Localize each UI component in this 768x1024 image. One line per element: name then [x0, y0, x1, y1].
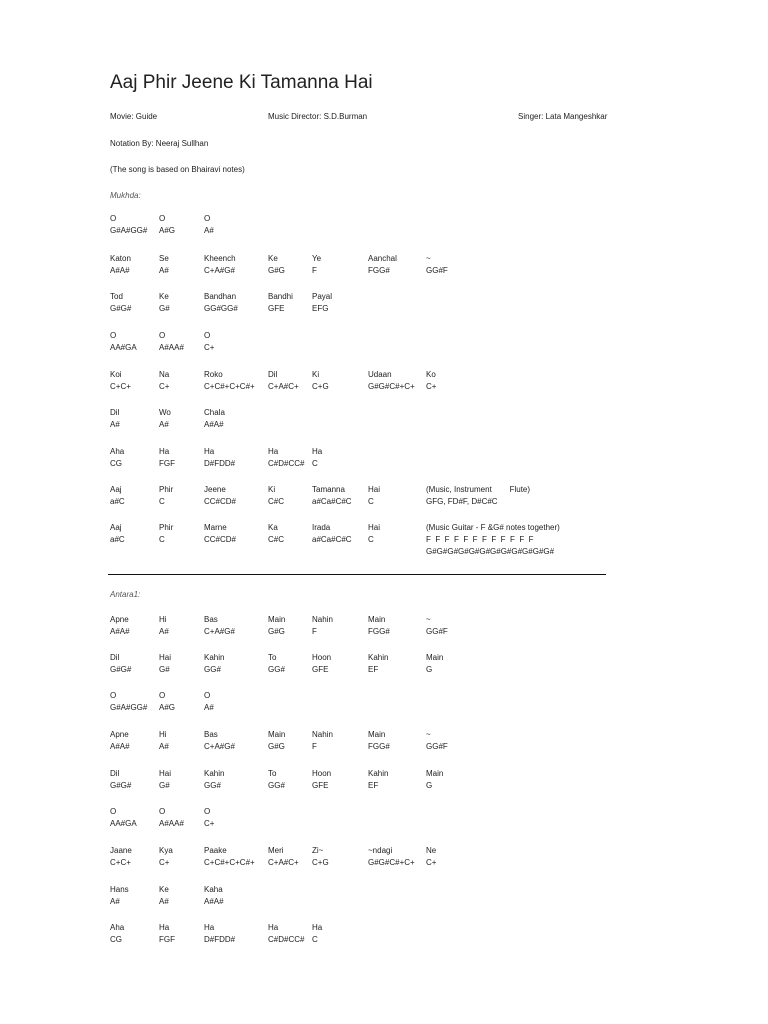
note-sequence: C: [312, 935, 318, 944]
note-sequence: FGF: [159, 459, 175, 468]
notation-cell: [368, 768, 388, 792]
lyric-word: Nahin: [312, 730, 333, 739]
notation-cell: [368, 522, 380, 546]
notation-by-label: Notation By: Neeraj Sullhan: [110, 139, 209, 148]
movie-label: Movie: Guide: [110, 112, 158, 121]
note-sequence: F: [312, 742, 317, 751]
note-sequence: D#FDD#: [204, 935, 236, 944]
lyric-word: Payal: [312, 292, 333, 301]
lyric-word: Se: [159, 254, 169, 263]
notation-cell: [110, 484, 125, 508]
lyric-word: Apne: [110, 615, 129, 624]
notation-cell: [268, 522, 284, 546]
note-sequence: C+C+: [110, 382, 131, 391]
note-sequence: GG#: [268, 665, 285, 674]
lyric-word: Meri: [268, 846, 284, 855]
notation-cell: [204, 806, 214, 830]
singer-label: Singer: Lata Mangeshkar: [518, 112, 608, 121]
note-sequence: GFG, FD#F, D#C#C: [426, 497, 498, 506]
lyric-word: Ha: [204, 447, 215, 456]
lyric-word: ~: [426, 730, 431, 739]
note-sequence: C+A#G#: [204, 742, 235, 751]
notation-cell: [110, 690, 147, 714]
notation-cell: [426, 845, 436, 869]
notation-cell: [159, 652, 171, 676]
note-sequence: G: [426, 665, 433, 674]
note-sequence: GFE: [312, 665, 329, 674]
lyric-word: Ye: [312, 254, 322, 263]
lyric-word: Aaj: [110, 485, 122, 494]
lyric-word: O: [110, 214, 117, 223]
note-sequence: AA#GA: [110, 819, 137, 828]
notation-cell: [204, 922, 235, 946]
notation-cell: [159, 922, 175, 946]
notation-cell: [426, 768, 443, 792]
lyric-word: To: [268, 769, 277, 778]
lyric-word: Jaane: [110, 846, 132, 855]
lyric-word: Kahin: [368, 769, 389, 778]
lyric-word: Aanchal: [368, 254, 397, 263]
note-sequence: C+C+: [110, 858, 131, 867]
note-sequence: C#D#CC#: [268, 935, 305, 944]
lyric-word: Ha: [204, 923, 215, 932]
lyric-word: Dil: [268, 370, 278, 379]
notation-cell: [204, 652, 224, 676]
lyric-word: Zi~: [312, 846, 324, 855]
note-sequence: CC#CD#: [204, 497, 237, 506]
lyric-word: Ha: [312, 447, 323, 456]
note-sequence: A#: [159, 897, 169, 906]
lyric-word: Na: [159, 370, 170, 379]
note-sequence: GG#F: [426, 266, 448, 275]
notation-cell: [110, 291, 131, 315]
notation-cell: [204, 884, 224, 908]
notation-cell: [204, 253, 236, 277]
note-sequence: AA#GA: [110, 343, 137, 352]
lyric-word: Hai: [368, 523, 381, 532]
note-sequence: C: [368, 497, 374, 506]
notation-cell: [426, 522, 560, 558]
note-sequence: A#: [110, 420, 120, 429]
note-sequence: EFG: [312, 304, 329, 313]
notation-cell: [268, 291, 293, 315]
note-sequence: F F F F F F F F F F F F: [426, 535, 534, 544]
note-sequence: G#G#C#+C+: [368, 382, 415, 391]
note-sequence: A#: [159, 627, 169, 636]
lyric-word: O: [204, 214, 211, 223]
notation-cell: [159, 806, 184, 830]
note-sequence: A#: [204, 703, 214, 712]
lyric-word: Kheench: [204, 254, 236, 263]
lyric-word: Ne: [426, 846, 437, 855]
note-sequence: A#AA#: [159, 819, 184, 828]
notation-cell: [159, 522, 173, 546]
lyric-word: Dil: [110, 653, 120, 662]
lyric-word: Kahin: [204, 769, 225, 778]
notation-cell: [110, 330, 137, 354]
note-sequence: A#AA#: [159, 343, 184, 352]
note-sequence: A#A#: [110, 742, 130, 751]
note-sequence: A#G: [159, 226, 176, 235]
lyric-word: O: [204, 331, 211, 340]
notation-cell: [159, 884, 169, 908]
lyric-word: Ki: [312, 370, 320, 379]
notation-cell: [268, 484, 284, 508]
notation-cell: [204, 845, 255, 869]
notation-cell: [159, 253, 169, 277]
lyric-word: Hai: [159, 653, 172, 662]
note-sequence: C+G: [312, 858, 329, 867]
notation-cell: [110, 922, 124, 946]
note-sequence: C: [159, 497, 165, 506]
note-sequence: G#G: [268, 266, 285, 275]
lyric-word: To: [268, 653, 277, 662]
lyric-word: Ha: [268, 923, 279, 932]
lyric-word: Main: [426, 653, 444, 662]
notation-cell: [312, 446, 322, 470]
notation-cell: [110, 522, 125, 546]
note-sequence: GG#: [204, 781, 221, 790]
lyric-word: Aha: [110, 447, 125, 456]
note-sequence: G#: [159, 304, 170, 313]
lyric-word: ~: [426, 254, 431, 263]
note-sequence: A#: [204, 226, 214, 235]
note-sequence: G#G#: [110, 781, 132, 790]
notation-cell: [368, 484, 380, 508]
notation-cell: [268, 768, 285, 792]
note-sequence: C+: [204, 343, 215, 352]
notation-cell: [368, 614, 390, 638]
lyric-word: Roko: [204, 370, 223, 379]
note-sequence: C: [312, 459, 318, 468]
notation-cell: [110, 213, 147, 237]
note-sequence: GG#: [268, 781, 285, 790]
lyric-word: Jeene: [204, 485, 226, 494]
notation-cell: [312, 484, 352, 508]
notation-cell: [110, 845, 132, 869]
note-sequence: C+: [159, 382, 170, 391]
lyric-word: Katon: [110, 254, 131, 263]
notation-cell: [159, 484, 173, 508]
note-sequence: A#: [159, 420, 169, 429]
lyric-word: Tamanna: [312, 485, 345, 494]
notation-cell: [368, 652, 388, 676]
lyric-word: Kaha: [204, 885, 223, 894]
note-sequence: EF: [368, 781, 379, 790]
lyric-word: O: [159, 214, 166, 223]
notation-cell: [110, 369, 131, 393]
note-sequence: GG#F: [426, 627, 448, 636]
note-sequence: C+A#C+: [268, 382, 299, 391]
notation-cell: [312, 369, 329, 393]
lyric-word: Nahin: [312, 615, 333, 624]
notation-cell: [204, 484, 236, 508]
note-sequence: FGG#: [368, 266, 390, 275]
notation-cell: [312, 253, 321, 277]
note-sequence: A#A#: [204, 420, 224, 429]
note-sequence: GFE: [268, 304, 285, 313]
notation-cell: [426, 652, 443, 676]
notation-cell: [426, 369, 436, 393]
notation-cell: [110, 253, 131, 277]
lyric-word: Hai: [368, 485, 381, 494]
lyric-word: ~: [426, 615, 431, 624]
note-sequence: A#G: [159, 703, 176, 712]
lyric-word: Hoon: [312, 653, 332, 662]
lyric-word: O: [204, 807, 211, 816]
notation-cell: [312, 614, 333, 638]
note-sequence: C+A#G#: [204, 627, 235, 636]
notation-cell: [159, 845, 173, 869]
note-sequence: FGG#: [368, 627, 390, 636]
lyric-word: Hai: [159, 769, 172, 778]
notation-cell: [110, 407, 120, 431]
note-sequence: a#C: [110, 497, 125, 506]
note-sequence: C#C: [268, 535, 285, 544]
note-sequence: a#Ca#C#C: [312, 497, 352, 506]
lyric-word: Hoon: [312, 769, 332, 778]
page-title: Aaj Phir Jeene Ki Tamanna Hai: [110, 72, 373, 93]
lyric-word: O: [204, 691, 211, 700]
section-mukhda: Mukhda:: [110, 191, 141, 200]
note-sequence: C+C#+C+C#+: [204, 382, 255, 391]
notation-cell: [159, 330, 184, 354]
note-sequence: A#A#: [110, 266, 130, 275]
note-sequence: C+G: [312, 382, 329, 391]
notation-cell: [268, 652, 285, 676]
lyric-word: Main: [268, 615, 286, 624]
notation-cell: [312, 652, 331, 676]
note-sequence: A#A#: [110, 627, 130, 636]
notation-cell: [268, 253, 285, 277]
note-sequence: G#A#GG#: [110, 703, 148, 712]
note-sequence: CC#CD#: [204, 535, 237, 544]
note-sequence: A#A#: [204, 897, 224, 906]
note-sequence: G#G: [268, 742, 285, 751]
notation-cell: [110, 806, 137, 830]
notation-cell: [268, 845, 299, 869]
notation-cell: [204, 407, 225, 431]
note-sequence: A#: [110, 897, 120, 906]
notation-cell: [312, 522, 352, 546]
notation-cell: [368, 845, 415, 869]
note-sequence: GG#F: [426, 742, 448, 751]
lyric-word: Hi: [159, 730, 167, 739]
notation-cell: [110, 729, 130, 753]
note-sequence: GG#: [204, 665, 221, 674]
note-sequence: C+: [426, 382, 437, 391]
notation-cell: [312, 845, 329, 869]
note-sequence: G#: [159, 665, 170, 674]
note-sequence: GFE: [312, 781, 329, 790]
note-sequence: G: [426, 781, 433, 790]
lyric-word: Ha: [159, 447, 170, 456]
lyric-word: Bandhan: [204, 292, 237, 301]
lyric-word: Aaj: [110, 523, 122, 532]
lyric-word: Ha: [312, 923, 323, 932]
lyric-word: Ha: [159, 923, 170, 932]
lyric-word: Main: [368, 730, 386, 739]
notation-cell: [110, 768, 131, 792]
lyric-word: Ki: [268, 485, 276, 494]
notation-cell: [204, 614, 235, 638]
notation-cell: [368, 729, 390, 753]
notation-cell: [312, 768, 331, 792]
notation-cell: [268, 922, 304, 946]
note-sequence: FGF: [159, 935, 175, 944]
notation-cell: [159, 690, 175, 714]
note-sequence: a#Ca#C#C: [312, 535, 352, 544]
note-sequence: C: [368, 535, 374, 544]
lyric-word: Ke: [159, 885, 169, 894]
note-sequence: C+A#G#: [204, 266, 235, 275]
notation-cell: [110, 652, 131, 676]
note-sequence: EF: [368, 665, 379, 674]
notation-cell: [204, 768, 224, 792]
lyric-word: Ke: [268, 254, 278, 263]
note-sequence: C+A#C+: [268, 858, 299, 867]
notation-cell: [268, 614, 285, 638]
note-sequence: C+: [204, 819, 215, 828]
note-sequence: C: [159, 535, 165, 544]
lyric-word: ~ndagi: [368, 846, 393, 855]
lyric-word: O: [159, 807, 166, 816]
notation-cell: [110, 446, 124, 470]
notation-cell: [110, 614, 130, 638]
notation-cell: [204, 690, 214, 714]
notation-cell: [204, 291, 238, 315]
notation-cell: [426, 253, 448, 277]
notation-cell: [159, 446, 175, 470]
lyric-word: Koi: [110, 370, 122, 379]
notation-cell: [268, 729, 285, 753]
lyric-word: Main: [368, 615, 386, 624]
note-sequence: G#G#: [110, 665, 132, 674]
lyric-word: Irada: [312, 523, 331, 532]
note-sequence: F: [312, 627, 317, 636]
lyric-word: Ko: [426, 370, 436, 379]
note-sequence: G#: [159, 781, 170, 790]
lyric-word: Hans: [110, 885, 129, 894]
lyric-word: Kahin: [204, 653, 225, 662]
lyric-word: Apne: [110, 730, 129, 739]
notation-cell: [426, 484, 530, 508]
note-sequence: F: [312, 266, 317, 275]
music-director-label: Music Director: S.D.Burman: [268, 112, 368, 121]
lyric-word: Udaan: [368, 370, 392, 379]
note-sequence: GG#GG#: [204, 304, 238, 313]
note-sequence: C#C: [268, 497, 285, 506]
notation-cell: [368, 253, 397, 277]
notation-cell: [159, 768, 171, 792]
lyric-word: O: [110, 691, 117, 700]
lyric-word: Chala: [204, 408, 225, 417]
note-sequence: G#G: [268, 627, 285, 636]
lyric-word: Kya: [159, 846, 173, 855]
note-sequence: C+C#+C+C#+: [204, 858, 255, 867]
notation-cell: [159, 369, 169, 393]
lyric-word: O: [110, 807, 117, 816]
lyric-word: (Music Guitar - F &G# notes together): [426, 523, 560, 532]
notation-cell: [426, 614, 448, 638]
notation-cell: [204, 330, 214, 354]
lyric-word: Aha: [110, 923, 125, 932]
lyric-word: Phir: [159, 523, 174, 532]
lyric-word: Kahin: [368, 653, 389, 662]
notation-cell: [159, 291, 170, 315]
lyric-word: Main: [268, 730, 286, 739]
lyric-word: O: [159, 691, 166, 700]
note-sequence: CG: [110, 459, 122, 468]
note-sequence: C#D#CC#: [268, 459, 305, 468]
notation-cell: [312, 291, 332, 315]
notation-cell: [312, 922, 322, 946]
note-sequence: FGG#: [368, 742, 390, 751]
notation-cell: [204, 522, 236, 546]
note-sequence: a#C: [110, 535, 125, 544]
notation-cell: [159, 614, 169, 638]
lyric-word: Wo: [159, 408, 171, 417]
notation-cell: [204, 729, 235, 753]
lyric-word: Tod: [110, 292, 123, 301]
lyric-word: Bas: [204, 730, 218, 739]
lyric-word: Marne: [204, 523, 227, 532]
notation-cell: [368, 369, 415, 393]
note-sequence: G#G#G#G#G#G#G#G#G#G#G#G#: [426, 547, 555, 556]
lyric-word: O: [159, 331, 166, 340]
notation-cell: [110, 884, 129, 908]
lyric-word: Paake: [204, 846, 227, 855]
notation-cell: [268, 446, 304, 470]
note-sequence: G#A#GG#: [110, 226, 148, 235]
lyric-word: Hi: [159, 615, 167, 624]
note-sequence: A#: [159, 266, 169, 275]
notation-cell: [268, 369, 299, 393]
lyric-word: Ka: [268, 523, 278, 532]
lyric-word: Dil: [110, 769, 120, 778]
lyric-word: Phir: [159, 485, 174, 494]
note-sequence: A#: [159, 742, 169, 751]
note-sequence: D#FDD#: [204, 459, 236, 468]
notation-cell: [159, 729, 169, 753]
lyric-word: O: [110, 331, 117, 340]
lyric-word: Bas: [204, 615, 218, 624]
notation-cell: [204, 446, 235, 470]
note-sequence: G#G#: [110, 304, 132, 313]
lyric-word: Dil: [110, 408, 120, 417]
lyric-word: Main: [426, 769, 444, 778]
notation-cell: [204, 213, 214, 237]
section-antara1: Antara1:: [110, 590, 141, 599]
lyric-word: (Music, Instrument Flute): [426, 485, 531, 494]
notation-cell: [159, 407, 171, 431]
lyric-word: Ha: [268, 447, 279, 456]
lyric-word: Bandhi: [268, 292, 293, 301]
note-sequence: CG: [110, 935, 122, 944]
note-sequence: G#G#C#+C+: [368, 858, 415, 867]
notation-cell: [426, 729, 448, 753]
notation-cell: [159, 213, 175, 237]
note-sequence: C+: [426, 858, 437, 867]
bhairavi-note: (The song is based on Bhairavi notes): [110, 165, 245, 174]
notation-cell: [312, 729, 333, 753]
note-sequence: C+: [159, 858, 170, 867]
lyric-word: Ke: [159, 292, 169, 301]
section-divider: [108, 574, 606, 575]
notation-cell: [204, 369, 255, 393]
